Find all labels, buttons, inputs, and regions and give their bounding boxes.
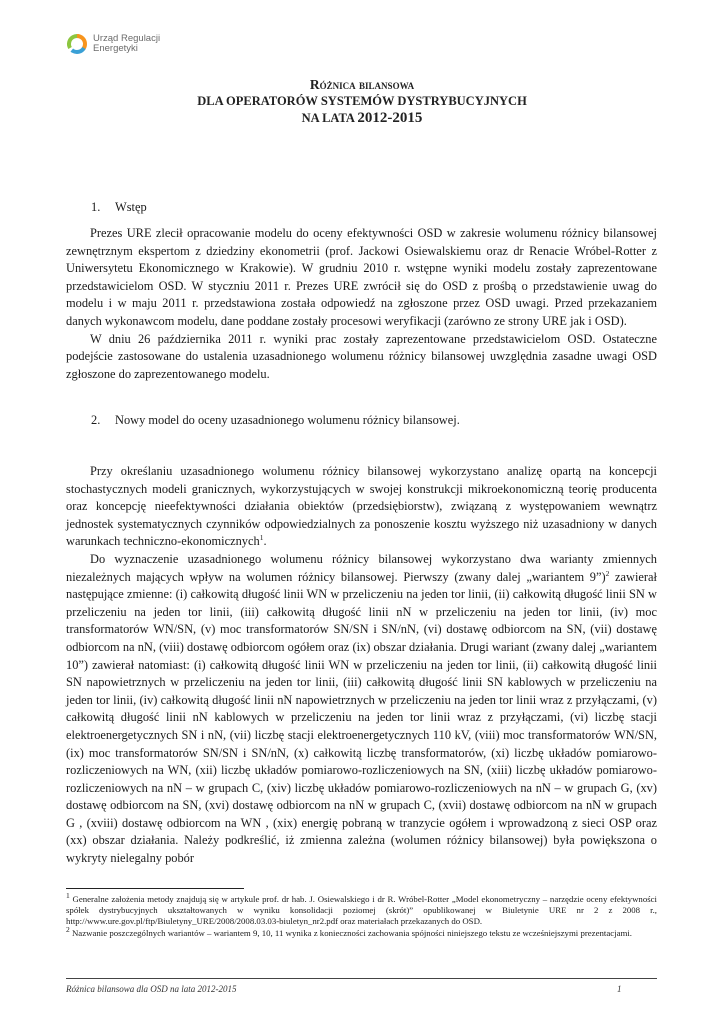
section-1-number: 1.: [91, 200, 101, 214]
footer-separator: [66, 978, 657, 979]
footnote-ref-2: 2: [605, 568, 610, 578]
section-2-number: 2.: [91, 413, 101, 427]
section-2-body: [66, 463, 657, 868]
ure-logo: [66, 33, 160, 55]
section-2-p1-text: Przy określaniu uzasadnionego wolumenu różnicy bilansowej wykorzystano analizę opartą na koncepcji stochastycznych modeli granicznych, wykorzystujących w swojej konstrukcji mikroekonomiczną teorię producenta oraz koncepcję nieefektywności działania obiektów (przedsiębiorstw), związaną z występowaniem wewnątrz jednostek systematycznych czynników odpowiedzialnych za ponoszenie kosztu wyższego niż uzasadniony w danych warunkach techniczno-ekonomicznych: [66, 464, 657, 549]
ure-logo-icon: [66, 33, 88, 55]
footnote-2-mark: 2: [66, 924, 70, 934]
footnote-2: [66, 924, 657, 939]
logo-line-2: Energetyki: [93, 43, 138, 54]
footnote-ref-1: 1: [259, 533, 264, 543]
title-years: 2012-2015: [357, 110, 423, 126]
section-1-heading: [91, 200, 147, 215]
footnote-1-mark: 1: [66, 891, 70, 901]
section-2-paragraph-1: [66, 463, 657, 551]
section-1-title: Wstęp: [115, 200, 147, 214]
section-2-p2-text-b: zawierał następujące zmienne: (i) całkowitą długość linii WN w przeliczeniu na jeden tor linii, (ii) całkowitą długość linii SN w przeliczeniu na jeden tor linii, (iii) całkowitą długość linii nN w przeliczeniu na jeden tor linii, (iv) moc transformatorów WN/SN, (v) moc transformatorów SN/SN i SN/nN, (vi) dostawę odbiorcom na SN, (vii) dostawę odbiorcom na nN, (viii) dostawę odbiorcom ogółem oraz (ix) obszar działania. Drugi wariant (zwany dalej „wariantem 10”) zawierał natomiast: (i) całkowitą długość linii WN w przeliczeniu na jeden tor linii, (ii) całkowitą długość linii SN napowietrznych w przeliczeniu na jeden tor linii, (iii) całkowitą długość linii SN kablowych w przeliczeniu na jeden tor linii, (iv) całkowitą długość linii nN napowietrznych w przeliczeniu na jeden tor linii wraz z przyłączami, (v) całkowitą długość linii nN kablowych w przeliczeniu na jeden tor linii wraz z przyłączami, (vi) liczbę stacji elektroenergetycznych SN i nN, (vii) liczbę stacji elektroenergetycznych 110 kV, (viii) moc transformatorów WN/SN, (ix) moc transformatorów SN/SN i SN/nN, (x) całkowitą liczbę transformatorów, (xi) liczbę układów pomiarowo-rozliczeniowych na WN, (xii) liczbę układów pomiarowo-rozliczeniowych na SN, (xiii) liczbę układów pomiarowo-rozliczeniowych na nN – w grupach C, (xiv) liczbę układów pomiarowo-rozliczeniowych na nN – w grupach G, (xv) dostawę odbiorcom na SN, (xvi) dostawę odbiorcom na nN w grupach C, (xvii) dostawę odbiorcom na nN w grupach G , (xviii) dostawę odbiorcom na WN , (xix) energię pobraną w tranzycie ogółem i wprowadzoną z sieci OSP oraz (xx) obszar działania. Należy podkreślić, iż zmienna zależna (wolumen różnicy bilansowej) była powiększona o wykryty nielegalny pobór: [66, 569, 657, 866]
title-line-3-prefix: NA LATA: [301, 111, 355, 125]
footnote-1-text: Generalne założenia metody znajdują się w artykule prof. dr hab. J. Osiewalskiego i dr R. Wróbel-Rotter „Model ekonometryczny – narzędzie oceny efektywności spółek dystrybucyjnych ukształtowanych w wyniku konsolidacji poziomej (skrót)” opublikowanej w Biuletynie URE nr 2 z 2008 r., http://www.ure.gov.pl/ftp/Biuletyny_URE/2008/2008.03.03-biuletyn_nr2.pdf oraz materiałach przekazanych do OSD.: [66, 894, 657, 927]
title-line-1: Różnica bilansowa: [309, 77, 415, 92]
section-2-title: Nowy model do oceny uzasadnionego wolumenu różnicy bilansowej.: [115, 413, 460, 427]
footnote-1: [66, 891, 657, 928]
section-1-paragraph-2: W dniu 26 października 2011 r. wyniki prac zostały zaprezentowane przedstawicielom OSD. Ostateczne podejście zastosowane do ustalenia uzasadnionego wolumenu różnicy bilansowej uwzględnia zasadne uwagi OSD zgłoszone do zaprezentowanego modelu.: [66, 331, 657, 381]
footnote-separator: [66, 888, 244, 889]
footnote-2-text: Nazwanie poszczególnych wariantów – wariantem 9, 10, 11 wynika z konieczności zachowania spójności niniejszego tekstu ze wcześniejszymi prezentacjami.: [69, 927, 632, 938]
section-2-heading: [91, 413, 460, 428]
footnotes: [66, 891, 657, 939]
section-2-p1-end: .: [263, 534, 267, 549]
title-line-2: DLA OPERATORÓW SYSTEMÓW DYSTRYBUCYJNYCH: [197, 94, 527, 108]
logo-line-1: Urząd Regulacji: [93, 33, 161, 44]
footer-title: Różnica bilansowa dla OSD na lata 2012-2015: [66, 984, 237, 994]
title-line-3: [0, 110, 724, 127]
section-2-paragraph-2: [66, 551, 657, 868]
section-2-p2-text-a: Do wyznaczenie uzasadnionego wolumenu różnicy bilansowej wykorzystano dwa warianty zmiennych niezależnych mających wpływ na wolumen różnicy bilansowej. Pierwszy (zwany dalej „wariantem 9”): [66, 551, 657, 584]
logo-text: [93, 34, 160, 54]
document-title: [0, 76, 724, 127]
page-number: 1: [617, 984, 622, 994]
section-1-body: [66, 225, 657, 383]
section-1-paragraph-1: Prezes URE zlecił opracowanie modelu do oceny efektywności OSD w zakresie wolumenu różnicy bilansowej zewnętrznym ekspertom z dziedziny ekonometrii (prof. Jackowi Osiewalskiemu oraz dr Renacie Wróbel-Rotter z Uniwersytetu Ekonomicznego w Krakowie). W grudniu 2010 r. wstępne wyniki modelu zostały zaprezentowane przedstawicielom OSD. W styczniu 2011 r. Prezes URE zwrócił się do OSD z prośbą o przedstawienie uwag do modelu i w maju 2011 r. przedstawiona została odpowiedź na zgłoszone przez OSD uwagi. Przed przekazaniem danych wykonawcom modelu, dane poddane zostały procesowi weryfikacji (zarówno ze strony URE jak i OSD).: [66, 226, 657, 328]
